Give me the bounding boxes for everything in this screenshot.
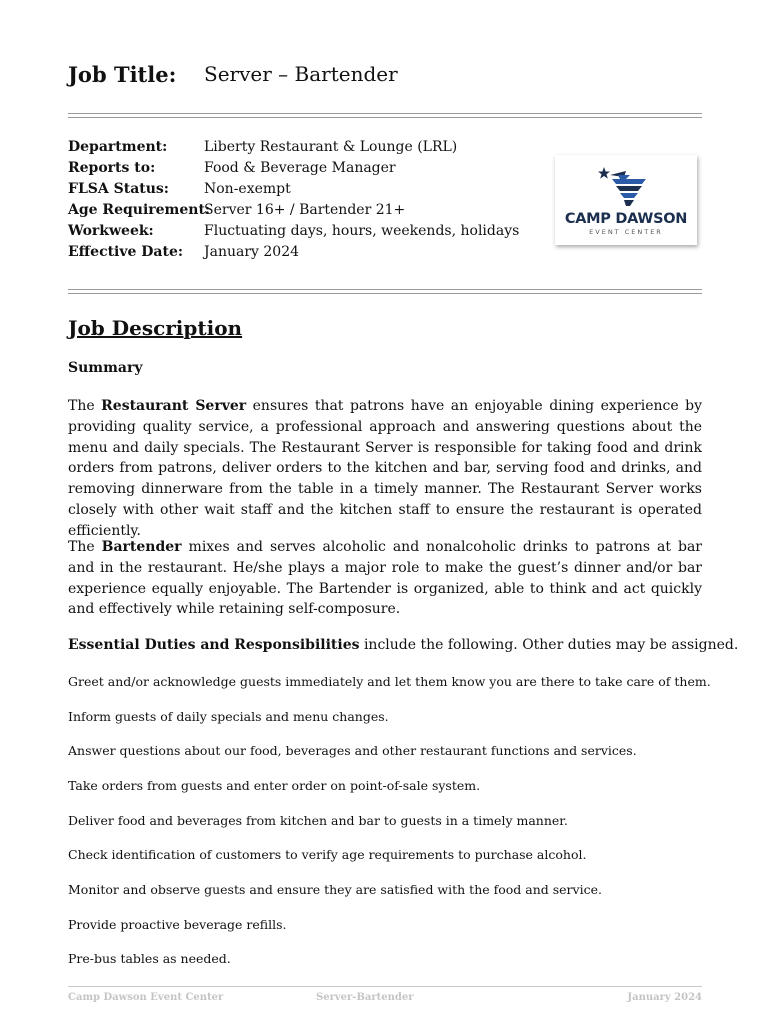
logo-name: CAMP DAWSON (564, 211, 688, 227)
meta-row-flsa-status (68, 181, 538, 202)
footer-center: Server-Bartender (316, 992, 414, 1003)
meta-row-effective-date (68, 244, 538, 265)
footer-divider (68, 986, 702, 987)
meta-key: Reports to: (68, 160, 156, 176)
duty-item: Take orders from guests and enter order on point-of-sale system. (68, 778, 481, 793)
duty-item: Greet and/or acknowledge guests immediately and let them know you are there to take care of them. (68, 674, 711, 689)
duty-item: Answer questions about our food, beverages and other restaurant functions and services. (68, 743, 637, 758)
meta-row-workweek (68, 223, 538, 244)
meta-row-department (68, 139, 538, 160)
middle-divider (68, 289, 702, 294)
duty-item: Deliver food and beverages from kitchen and bar to guests in a timely manner. (68, 813, 568, 828)
para-text: The (68, 539, 102, 555)
logo-subtitle: EVENT CENTER (589, 228, 663, 236)
job-description-heading: Job Description (68, 316, 243, 340)
duty-item: Monitor and observe guests and ensure they are satisfied with the food and service. (68, 882, 602, 897)
meta-value: Non-exempt (204, 181, 291, 197)
camp-dawson-logo (555, 155, 697, 245)
meta-value: Liberty Restaurant & Lounge (LRL) (204, 139, 458, 155)
footer-right: January 2024 (627, 992, 702, 1003)
para-bold-term: Restaurant Server (101, 398, 247, 414)
top-divider (68, 113, 702, 118)
summary-heading: Summary (68, 360, 143, 376)
meta-row-reports-to (68, 160, 538, 181)
para-text: ensures that patrons have an enjoyable dining experience by providing quality service, a professional approach and answering questions about the menu and daily specials. The Restaurant Server is responsible for taking food and drink orders from patrons, deliver orders to the kitchen and bar, serving food and drinks, and removing dinnerware from the table in a timely manner. The Restaurant Server works closely with other wait staff and the kitchen staff to ensure the restaurant is operated efficiently. (68, 398, 703, 539)
duty-item: Check identification of customers to verify age requirements to purchase alcohol. (68, 847, 587, 862)
para-text: mixes and serves alcoholic and nonalcoholic drinks to patrons at bar and in the restaurant. He/she plays a major role to make the guest’s dinner and/or bar experience equally enjoyable. The Bartender is organized, able to think and act quickly and effectively while retaining self-composure. (68, 539, 703, 618)
server-paragraph (68, 396, 702, 542)
job-title-row (68, 62, 702, 94)
meta-key: Department: (68, 139, 168, 155)
bartender-paragraph (68, 537, 702, 620)
meta-key: Workweek: (68, 223, 154, 239)
duties-heading-bold: Essential Duties and Responsibilities (68, 637, 360, 653)
job-meta-list (68, 139, 538, 265)
duties-heading (68, 637, 738, 653)
para-text: The (68, 398, 102, 414)
para-bold-term: Bartender (101, 539, 182, 555)
duty-item: Pre-bus tables as needed. (68, 951, 231, 966)
meta-key: FLSA Status: (68, 181, 169, 197)
duty-item: Inform guests of daily specials and menu changes. (68, 709, 389, 724)
meta-value: Fluctuating days, hours, weekends, holidays (204, 223, 520, 239)
meta-row-age-requirement (68, 202, 538, 223)
meta-key: Age Requirement: (68, 202, 211, 218)
meta-value: January 2024 (204, 244, 300, 260)
job-title-label: Job Title: (68, 62, 177, 87)
duties-heading-text: include the following. Other duties may be assigned. (359, 637, 739, 653)
eagle-flag-icon (596, 165, 652, 209)
meta-value: Food & Beverage Manager (204, 160, 396, 176)
meta-key: Effective Date: (68, 244, 184, 260)
duty-item: Provide proactive beverage refills. (68, 917, 287, 932)
meta-value: Server 16+ / Bartender 21+ (204, 202, 406, 218)
footer-left: Camp Dawson Event Center (68, 992, 224, 1003)
job-title-value: Server – Bartender (204, 62, 398, 86)
